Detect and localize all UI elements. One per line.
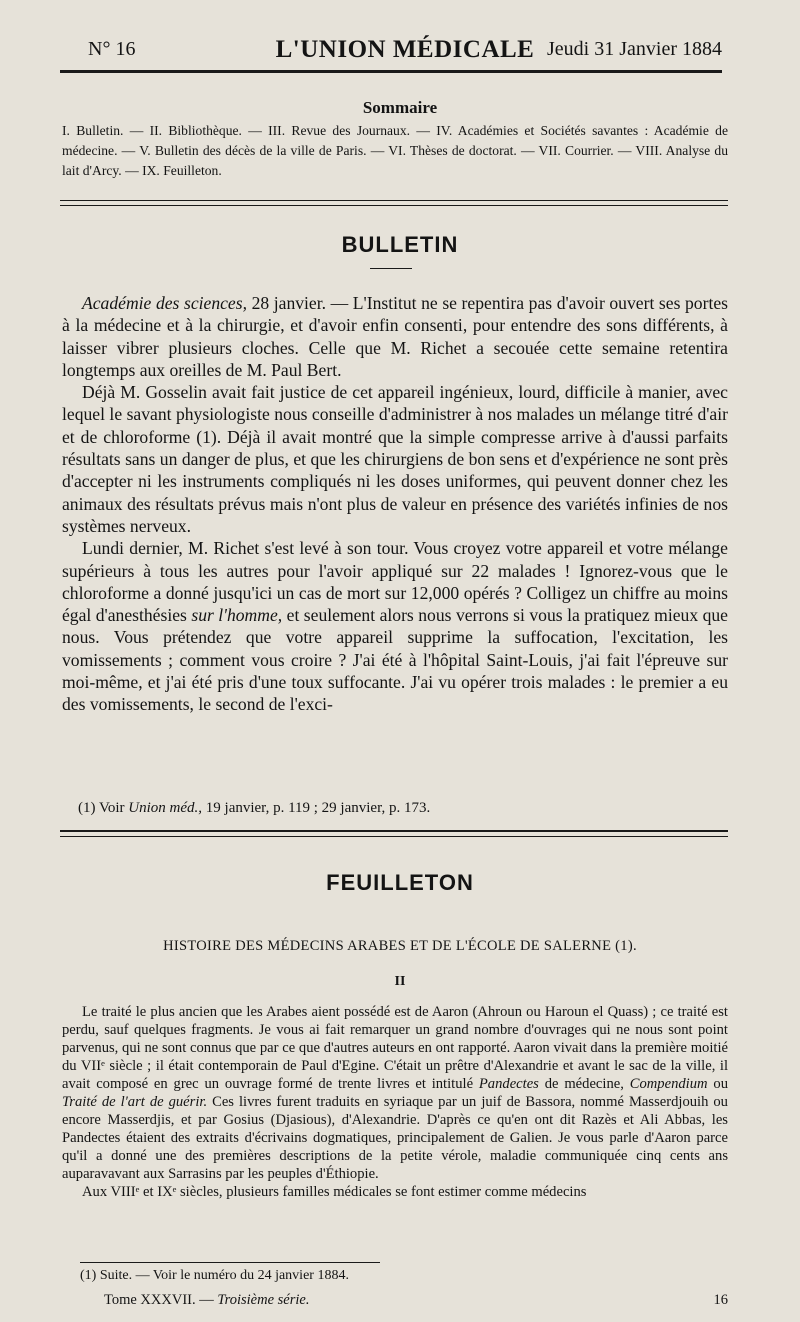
feuilleton-footnote: (1) Suite. — Voir le numéro du 24 janvier 1884. xyxy=(80,1268,349,1283)
bulletin-paragraph xyxy=(62,292,728,381)
feuil-text-b: de médecine, xyxy=(538,1076,630,1092)
sommaire-rule-bottom xyxy=(60,205,728,206)
footnote-rule xyxy=(80,1262,380,1263)
feuilleton-rule-top xyxy=(60,830,728,832)
header-rule xyxy=(60,70,722,73)
feuil-text-a: Le traité le plus ancien que les Arabes aient possédé est de Aaron (Ahroun ou Haroun el Quass) ; ce traité est perdu, sauf quelques fragments. Je vous ai fait remarquer un grand nombre d'ouvrages qui ne nous sont point parvenus, qui ne sont connus que par ce que d'autres auteurs en ont rapporté. Aaron vivait dans la première moitié du VIIᵉ siècle ; il était contemporain de Paul d'Egine. C'était un prêtre d'Alexandrie et avant le sac de la ville, il avait composé en grec un ouvrage formé de trente livres et intitulé xyxy=(62,1004,728,1092)
bulletin-short-rule xyxy=(370,268,412,269)
bulletin-paragraph: Déjà M. Gosselin avait fait justice de cet appareil ingénieux, lourd, difficile à manier, avec lequel le savant physiologiste nous conseille d'administrer à nos malades un mélange titré d'air et de chloroforme (1). Déjà il avait montré que la simple compresse arrive à d'aussi parfaits résultats sans un danger de plus, et que les chirurgiens de bon sens et d'expérience ne sont près d'accepter ni les instruments compliqués ni les doses uniformes, qui peuvent donner chez les animaux des résultats prévus mais n'ont plus de valeur en présence des variétés infinies de nos systèmes nerveux. xyxy=(62,382,728,536)
bulletin-p3-text-a: Lundi dernier, M. Richet s'est levé à son tour. Vous croyez votre appareil et votre mélange supérieurs à tous les autres pour l'avoir appliqué sur 22 malades ! Ignorez-vous que le chloroforme a donné jusqu'ici un cas de mort sur 12,000 opérés ? Colligez un chiffre au moins égal d'anesthésies xyxy=(62,538,728,626)
feuil-italic-3: Traité de l'art de guérir. xyxy=(62,1094,208,1110)
bulletin-p3-italic: sur l'homme, xyxy=(191,605,283,626)
bulletin-body xyxy=(62,292,728,716)
sommaire-text: I. Bulletin. — II. Bibliothèque. — III. Revue des Journaux. — IV. Académies et Sociétés savantes : Académie de médecine. — V. Bulletin des décès de la ville de Paris. — VI. Thèses de doctorat. — VII. Courrier. — VIII. Analyse du lait d'Arcy. — IX. Feuilleton. xyxy=(62,123,728,178)
bulletin-paragraph xyxy=(62,537,728,715)
feuilleton-paragraph xyxy=(62,1003,728,1183)
page-header xyxy=(88,36,722,66)
feuilleton-subtitle: HISTOIRE DES MÉDECINS ARABES ET DE L'ÉCOLE DE SALERNE (1). xyxy=(163,938,637,954)
sommaire-rule-top xyxy=(60,200,728,201)
feuilleton-body xyxy=(62,1003,728,1201)
feuilleton-rule-bottom xyxy=(60,836,728,837)
feuilleton-paragraph: Aux VIIIᵉ et IXᵉ siècles, plusieurs familles médicales se font estimer comme médecins xyxy=(82,1184,587,1200)
footnote-text-b: 19 janvier, p. 119 ; 29 janvier, p. 173. xyxy=(202,800,431,816)
footnote-italic: Union méd., xyxy=(128,800,203,816)
bulletin-heading: BULLETIN xyxy=(341,232,459,257)
feuilleton-heading: FEUILLETON xyxy=(326,870,474,895)
issue-date: Jeudi 31 Janvier 1884 xyxy=(547,38,722,60)
serie-text: Troisième série. xyxy=(217,1292,310,1308)
bulletin-p1-italic: Académie des sciences, xyxy=(82,293,247,313)
bulletin-p3-text-b: et seulement alors nous verrons si vous la pratiquez mieux que nous. Vous prétendez que votre appareil supprime la suffocation, l'excitation, les vomissements ; comment vous croire ? J'ai été à l'hôpital Saint-Louis, j'ai fait l'épreuve sur moi-même, et j'ai été pris d'une toux suffocante. J'ai vu opérer trois malades : le premier a eu des vomissements, le second de l'exci- xyxy=(62,605,728,715)
issue-number: N° 16 xyxy=(88,38,136,60)
footnote-text-a: (1) Voir xyxy=(78,800,129,816)
journal-title: L'UNION MÉDICALE xyxy=(275,36,535,63)
bulletin-footnote xyxy=(78,800,728,817)
feuil-italic-1: Pandectes xyxy=(478,1076,539,1092)
chapter-number: II xyxy=(394,974,406,989)
bulletin-p1-text: 28 janvier. — L'Institut ne se repentira pas d'avoir ouvert ses portes à la médecine et à la chirurgie, et d'avoir enfin consenti, pour entendre des sons différents, à laisser vibrer plusieurs cloches. Celle que M. Richet a secouée cette semaine retentira longtemps aux oreilles de M. Paul Bert. xyxy=(62,293,728,380)
page-number: 16 xyxy=(713,1292,728,1308)
feuil-text-c: ou xyxy=(707,1076,728,1092)
sommaire-heading: Sommaire xyxy=(362,98,438,117)
tome-label xyxy=(104,1292,309,1309)
feuil-italic-2: Compendium xyxy=(629,1076,708,1092)
tome-text: Tome XXXVII. — xyxy=(104,1292,218,1308)
feuil-text-d: Ces livres furent traduits en syriaque par un juif de Bassora, nommé Masserdjouih ou encore Masserdjis, et par Gosius (Djasious), d'Alexandrie. D'après ce qu'en ont dit Razès et Ali Abbas, les Pandectes étaient des extraits d'écrivains dogmatiques, principalement de Galien. Je vous parle d'Aaron parce qu'il a donné une des premières descriptions de la petite vérole, maladie communiquée cinq cents ans auparavavant aux Sarrasins par les peuples d'Éthiopie. xyxy=(62,1094,728,1182)
